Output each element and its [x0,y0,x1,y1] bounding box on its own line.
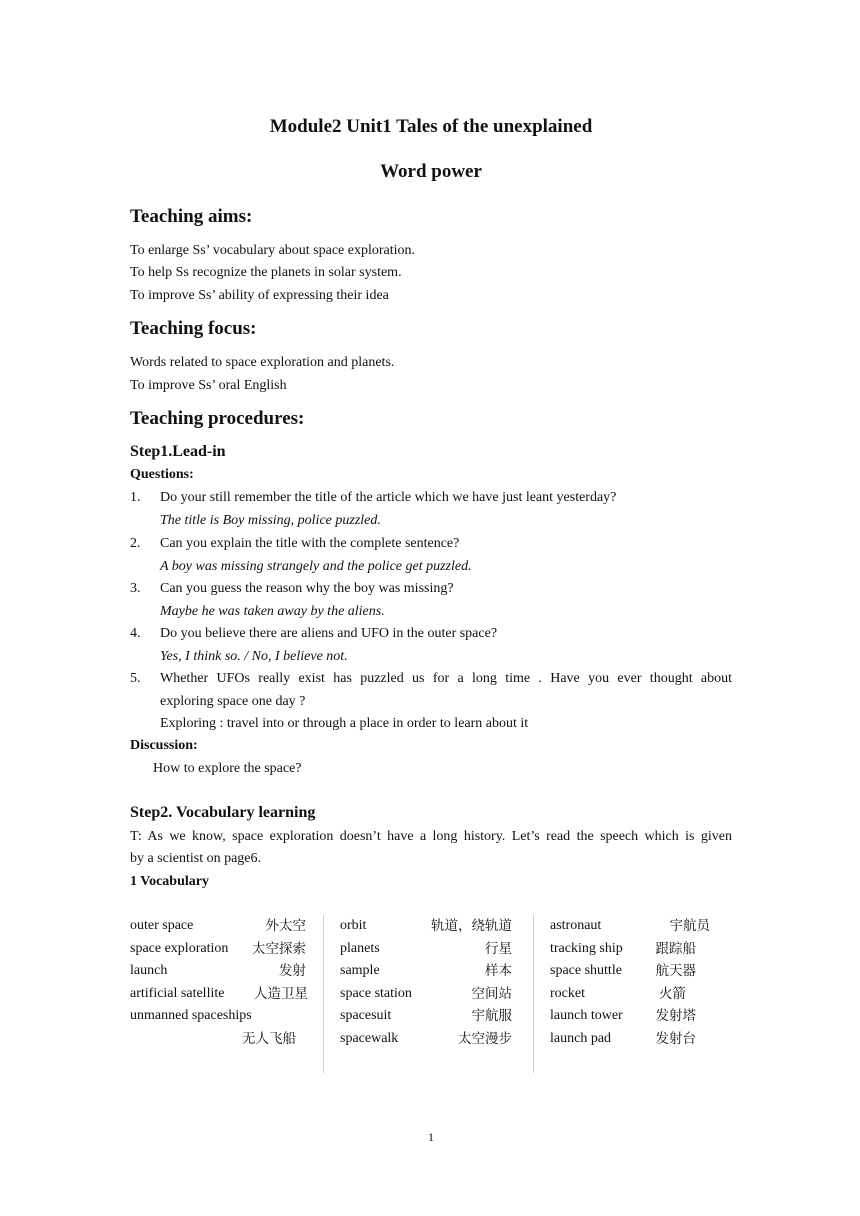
teaching-procedures-heading: Teaching procedures: [130,408,305,429]
question-text: Whether UFOs really exist has puzzled us for a long time . Have you ever thought about [160,671,732,686]
teaching-aims-heading: Teaching aims: [130,206,253,227]
vocab-chinese: 跟踪船 [655,940,696,957]
vocab-row [550,960,722,983]
vocabulary-table [130,915,732,1073]
question-text: Can you explain the title with the complete sentence? [160,536,460,551]
vocab-row [340,1005,512,1028]
vocab-row [130,960,308,983]
focus-line: Words related to space exploration and planets. [130,355,395,370]
question-item [130,578,732,623]
vocab-chinese: 太空漫步 [458,1030,512,1047]
vocab-chinese: 发射塔 [655,1008,696,1024]
vocab-chinese: 宇航员 [669,918,710,934]
vocab-english: orbit [340,918,367,933]
discussion-label: Discussion: [130,738,198,753]
vocab-row [130,915,308,938]
question-item [130,668,732,736]
vocab-row [340,915,512,938]
vocab-chinese: 人造卫星 [254,985,308,1002]
vocab-english: launch [130,963,168,978]
answer-text: The title is Boy missing, police puzzled. [160,512,381,528]
vocab-chinese: 宇航服 [471,1008,512,1024]
vocab-row [550,1005,722,1028]
vocab-row [130,983,308,1006]
vocab-english: rocket [550,985,585,1001]
step2-intro-cont: by a scientist on page6. [130,851,262,866]
vocab-column-1 [130,915,308,1073]
question-number: 4. [130,626,141,641]
vocab-english: space shuttle [550,963,622,978]
vocab-english: space station [340,985,412,1001]
question-text: Can you guess the reason why the boy was missing? [160,581,454,596]
vocab-english: launch tower [550,1008,623,1023]
aims-line: To improve Ss’ ability of expressing their idea [130,288,389,303]
focus-line: To improve Ss’ oral English [130,378,287,393]
question-number: 3. [130,581,141,596]
question-number: 1. [130,490,141,505]
vocab-chinese: 无人飞船 [242,1030,296,1047]
vocab-column-2 [340,915,512,1073]
column-divider [323,915,324,1073]
question-text: exploring space one day ? [160,693,306,709]
document-title: Module2 Unit1 Tales of the unexplained [269,116,593,137]
question-text: Do your still remember the title of the article which we have just leant yesterday? [160,490,617,505]
question-text: Do you believe there are aliens and UFO in the outer space? [160,626,498,641]
question-item [130,623,732,668]
vocab-english: spacesuit [340,1008,392,1023]
column-divider [533,915,534,1073]
vocab-english: outer space [130,918,194,933]
vocab-row [340,1028,512,1051]
vocabulary-label: 1 Vocabulary [130,874,209,889]
question-number: 5. [130,671,141,686]
vocab-row [130,938,308,961]
aims-line: To enlarge Ss’ vocabulary about space exploration. [130,243,416,258]
document-subtitle: Word power [380,161,482,182]
vocab-row [550,1028,722,1051]
questions-label: Questions: [130,467,194,482]
vocab-chinese: 空间站 [471,985,512,1002]
answer-text: Yes, I think so. / No, I believe not. [160,648,348,664]
vocab-chinese: 发射台 [655,1030,696,1047]
vocab-row [550,915,722,938]
vocab-row [550,983,722,1006]
vocab-english: planets [340,940,380,956]
answer-text: A boy was missing strangely and the police get puzzled. [160,558,472,574]
vocab-row [340,983,512,1006]
vocab-english: artificial satellite [130,985,225,1001]
vocab-english: astronaut [550,918,602,933]
vocab-chinese: 航天器 [655,963,696,979]
vocab-chinese: 轨道，绕轨道 [431,918,512,934]
vocab-english: unmanned spaceships [130,1008,252,1023]
answer-text: Maybe he was taken away by the aliens. [160,603,385,619]
step2-intro: T: As we know, space exploration doesn’t have a long history. Let’s read the speech which is given [130,829,732,844]
vocab-english: tracking ship [550,940,623,956]
question-item [130,487,732,532]
vocab-row [130,1005,308,1028]
vocab-english: sample [340,963,380,978]
vocab-chinese: 行星 [485,940,512,957]
vocab-row [340,938,512,961]
question-number: 2. [130,536,141,551]
vocab-chinese: 发射 [279,963,306,979]
vocab-row [550,938,722,961]
question-item [130,533,732,578]
aims-line: To help Ss recognize the planets in solar system. [130,265,402,280]
vocab-chinese: 火箭 [659,985,686,1002]
vocab-english: spacewalk [340,1030,399,1046]
vocab-english: launch pad [550,1030,612,1046]
step2-heading: Step2. Vocabulary learning [130,804,316,821]
vocab-row [340,960,512,983]
teaching-focus-heading: Teaching focus: [130,318,257,339]
vocab-english: space exploration [130,940,229,956]
vocab-row [130,1028,308,1051]
vocab-chinese: 样本 [485,963,512,979]
discussion-text: How to explore the space? [153,761,302,776]
vocab-chinese: 外太空 [265,918,306,934]
vocab-chinese: 太空探索 [252,940,306,957]
step1-heading: Step1.Lead-in [130,443,226,460]
vocab-column-3 [550,915,722,1073]
page-number: 1 [428,1130,434,1144]
definition-text: Exploring : travel into or through a place in order to learn about it [160,716,529,731]
